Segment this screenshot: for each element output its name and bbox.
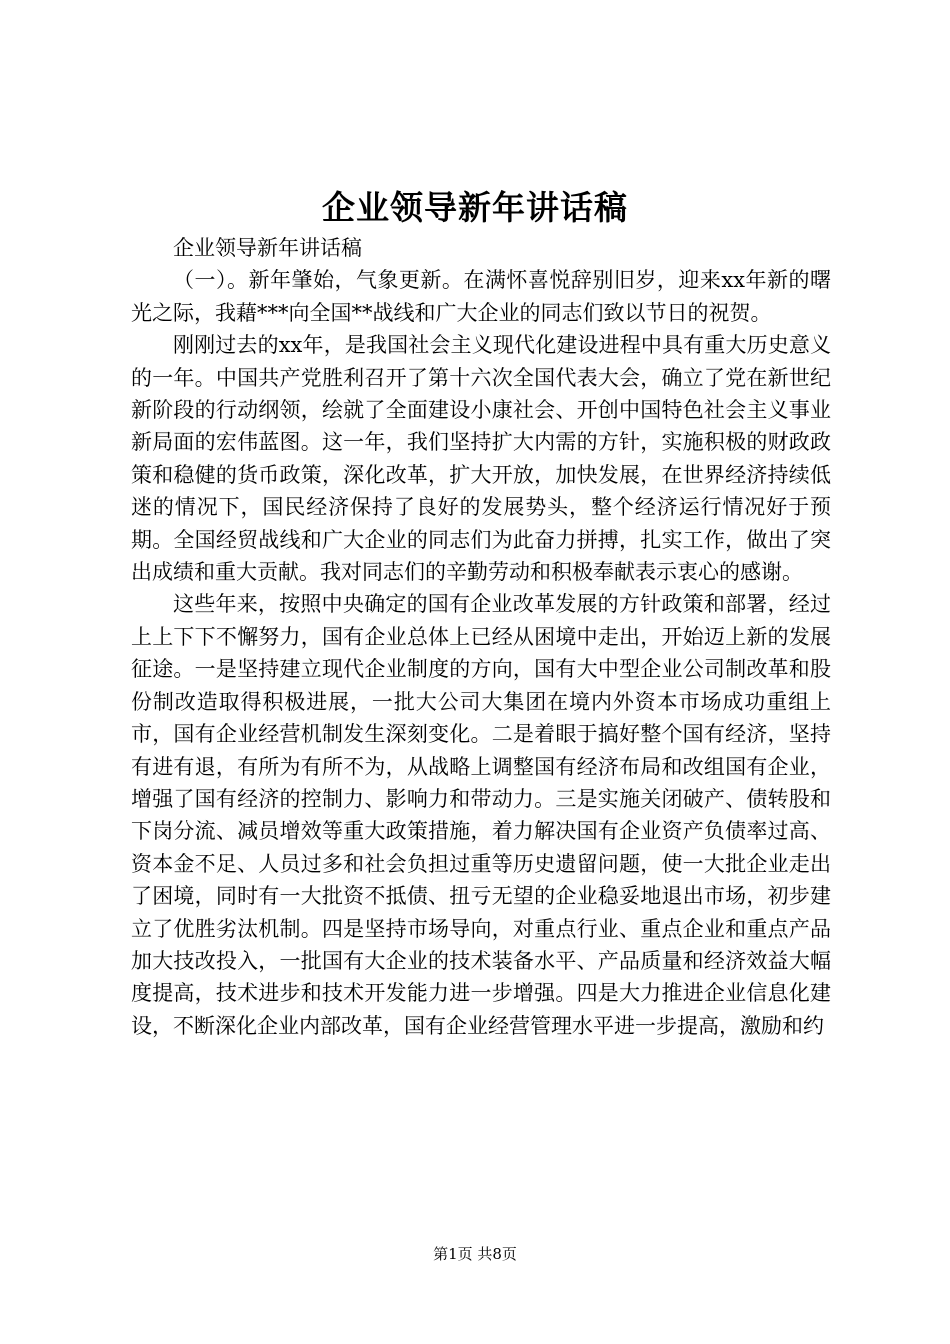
page-footer: 第1页 共8页 (433, 1245, 517, 1263)
paragraph-2: 刚刚过去的xx年，是我国社会主义现代化建设进程中具有重大历史意义的一年。中国共产党胜利召开了第十六次全国代表大会，确立了党在新世纪新阶段的行动纲领，绘就了全面建设小康社会、开创中国特色社会主义事业新局面的宏伟蓝图。这一年，我们坚持扩大内需的方针，实施积极的财政政策和稳健的货币政策，深化改革，扩大开放，加快发展，在世界经济持续低迷的情况下，国民经济保持了良好的发展势头，整个经济运行情况好于预期。全国经贸战线和广大企业的同志们为此奋力拼搏，扎实工作，做出了突出成绩和重大贡献。我对同志们的辛勤劳动和积极奉献表示衷心的感谢。 (131, 333, 831, 585)
document-body (131, 232, 831, 1042)
document-title: 企业领导新年讲话稿 (322, 188, 628, 227)
paragraph-1: （一）。新年肇始，气象更新。在满怀喜悦辞别旧岁，迎来xx年新的曙光之际，我藉***向全国**战线和广大企业的同志们致以节日的祝贺。 (131, 268, 831, 325)
paragraph-subtitle: 企业领导新年讲话稿 (173, 236, 362, 260)
paragraph-3: 这些年来，按照中央确定的国有企业改革发展的方针政策和部署，经过上上下下不懈努力，国有企业总体上已经从困境中走出，开始迈上新的发展征途。一是坚持建立现代企业制度的方向，国有大中型企业公司制改革和股份制改造取得积极进展，一批大公司大集团在境内外资本市场成功重组上市，国有企业经营机制发生深刻变化。二是着眼于搞好整个国有经济，坚持有进有退，有所为有所不为，从战略上调整国有经济布局和改组国有企业，增强了国有经济的控制力、影响力和带动力。三是实施关闭破产、债转股和下岗分流、减员增效等重大政策措施，着力解决国有企业资产负债率过高、资本金不足、人员过多和社会负担过重等历史遗留问题，使一大批企业走出了困境，同时有一大批资不抵债、扭亏无望的企业稳妥地退出市场，初步建立了优胜劣汰机制。四是坚持市场导向，对重点行业、重点企业和重点产品加大技改投入，一批国有大企业的技术装备水平、产品质量和经济效益大幅度提高，技术进步和技术开发能力进一步增强。四是大力推进企业信息化建设，不断深化企业内部改革，国有企业经营管理水平进一步提高，激励和约 (131, 592, 831, 1038)
